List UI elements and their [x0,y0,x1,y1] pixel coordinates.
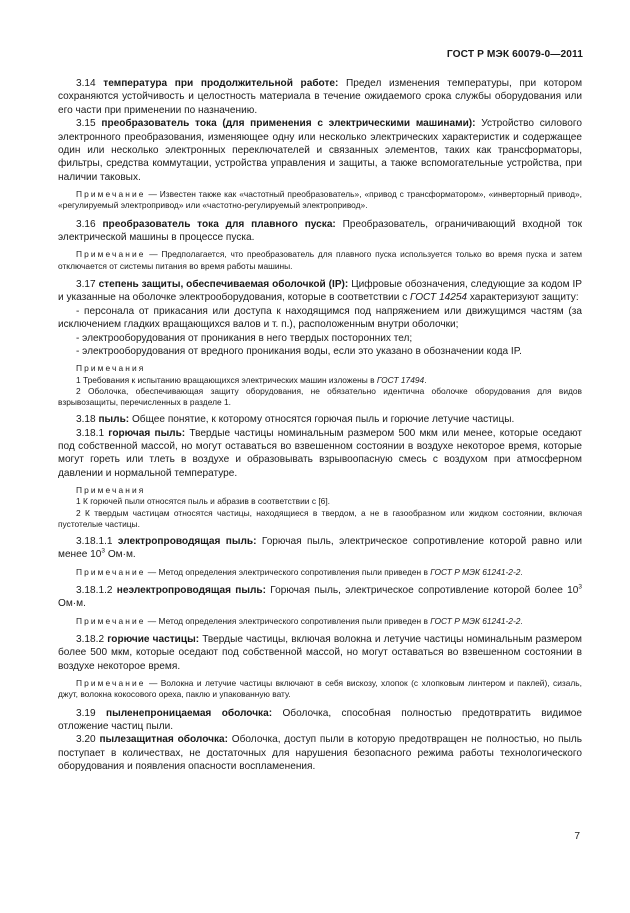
note-3-18-2: Примечание — Волокна и летучие частицы включают в себя вискозу, хлопок (с хлопковым линтером и паклей), сизаль, джут, волокна кокосового ореха, паклю и упакованную вату. [58,678,582,700]
note-item-3-17-1: 1 Требования к испытанию вращающихся электрических машин изложены в ГОСТ 17494. [76,374,427,385]
clause-3-18-1-1: 3.18.1.1 электропроводящая пыль: Горючая пыль, электрическое сопротивление которой равно или менее $10^3$ Ом·м. [58,535,582,561]
note-3-18-1-2: Примечание — Метод определения электрического сопротивления пыли приведен в ГОСТ Р МЭК 61241-2-2. [76,615,523,626]
note-item-3-18-1-2: 2 К твердым частицам относятся частицы, находящиеся в твердом, а не в газообразном или жидком состоянии, включая пустотелые частицы. [58,507,582,529]
term: пыль: [98,414,130,426]
clause-3-18-1-2: 3.18.1.2 неэлектропроводящая пыль: Горючая пыль, электрическое сопротивление которой более $10^3$ Ом·м. [58,583,582,610]
term: неэлектропроводящая пыль: [116,584,266,596]
clause-3-18-1: 3.18.1 горючая пыль: Твердые частицы номинальным размером 500 мкм или менее, которые оседают под собственной массой, но могут оставаться во взвешенном состоянии в воздухе некоторое время, которые могут гореть или тлеть в воздухе и образовывать взрывоопасную смесь с воздухом при атмосферном давлении и нормальной температуре. [58,427,582,479]
clause-3-16: 3.16 преобразователь тока для плавного пуска: Преобразователь, ограничивающий входной ток электрической машины в процессе пуска. [58,218,583,244]
term: горючие частицы: [107,634,200,645]
term: горючая пыль: [108,427,186,439]
note-3-16: Примечание — Предполагается, что преобразователь для плавного пуска используется только во время пуска и затем отключается от системы питания во время работы машины. [58,249,582,271]
list-item-3-17-b: - электрооборудования от проникания в него твердых посторонних тел; [76,332,413,344]
term: пыленепроницаемая оболочка: [106,707,273,719]
reference: ГОСТ 14254 [410,292,468,304]
notes-heading-3-18-1: Примечания [76,485,146,496]
list-item-3-17-a: - персонала от прикасания или доступа к находящимся под напряжением или движущимся частям (за исключением гладких вращающихся валов и т. п.), расположенным внутри оболочки; [58,305,582,331]
term: температура при продолжительной работе: [103,78,339,89]
note-item-3-18-1-1: 1 К горючей пыли относятся пыль и абразив в соответствии с [6]. [76,496,330,507]
term: электропроводящая пыль: [117,535,257,547]
term: степень защиты, обеспечиваемая оболочкой (IP): [98,278,349,290]
reference: ГОСТ 17494 [376,374,425,385]
clause-3-17: 3.17 степень защиты, обеспечиваемая оболочкой (IP): Цифровые обозначения, следующие за кодом IP и указанные на оболочке электрооборудования, которые в соответствии с ГОСТ 14254 характеризуют защиту: [58,278,582,304]
note-3-18-1-1: Примечание — Метод определения электрического сопротивления пыли приведен в ГОСТ Р МЭК 61241-2-2. [76,566,523,577]
superscript: 3 [578,583,582,591]
list-item-3-17-c: - электрооборудования от вредного проникания воды, если это указано в обозначении кода IP. [76,345,522,357]
clause-3-20: 3.20 пылезащитная оболочка: Оболочка, доступ пыли в которую предотвращен не полностью, но пыль поступает в количествах, не достаточных для нарушения безопасного режима работы технологического оборудования и появления опасности воспламенения. [58,734,582,773]
note-3-15: Примечание — Известен также как «частотный преобразователь», «привод с трансформатором», «инверторный привод», «регулируемый электропривод» или «частотно-регулируемый электропривод». [58,189,582,211]
clause-3-14: 3.14 температура при продолжительной работе: Предел изменения температуры, при котором сохраняются устойчивость и целостность материала в течение ожидаемого срока службы оборудования или его части при применении по назначению. [58,78,583,116]
notes-heading-3-17: Примечания [76,363,146,374]
term: преобразователь тока (для применения с электрическими машинами): [101,118,476,130]
clause-3-18: 3.18 пыль: Общее понятие, к которому относятся горючая пыль и горючие летучие частицы. [76,414,515,426]
superscript: 3 [101,548,106,556]
clause-3-19: 3.19 пыленепроницаемая оболочка: Оболочка, способная полностью предотвратить видимое отложение частиц пыли. [58,707,583,733]
term: преобразователь тока для плавного пуска: [102,218,336,230]
term: пылезащитная оболочка: [99,734,228,746]
document-header: ГОСТ Р МЭК 60079-0—2011 [446,49,583,60]
clause-3-18-2: 3.18.2 горючие частицы: Твердые частицы, включая волокна и летучие частицы номинальным размером более 500 мкм, которые оседают под собственной массой, но могут оставаться во взвешенном состоянии в воздухе некоторое время. [58,634,582,672]
clause-3-15: 3.15 преобразователь тока (для применения с электрическими машинами): Устройство силового электронного преобразования, изменяющее одну или несколько электрических характеристик и содержащее один или несколько электронных переключателей и связанных элементов, таких как трансформаторы, фильтры, средства коммутации, устройства управления и защиты, а также вспомогательные устройства, при наличии таковых. [58,118,582,183]
note-item-3-17-2: 2 Оболочка, обеспечивающая защиту оборудования, не обязательно идентична оболочке оборудования для видов взрывозащиты, перечисленных в разделе 1. [58,385,582,407]
reference: ГОСТ Р МЭК 61241-2-2 [430,566,521,577]
page-number: 7 [574,831,580,842]
document-body [58,77,582,774]
reference: ГОСТ Р МЭК 61241-2-2 [430,615,521,626]
